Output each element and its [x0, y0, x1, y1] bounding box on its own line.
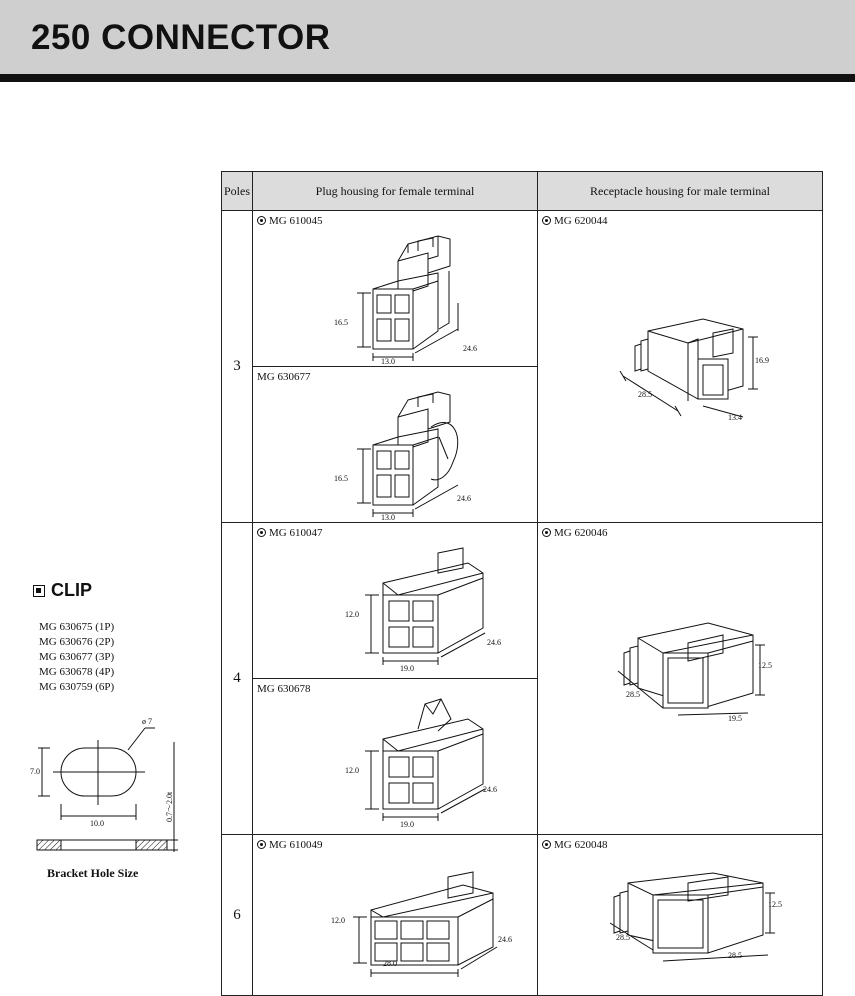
- header-band: [0, 0, 855, 74]
- dim-height: 12.0: [345, 610, 359, 619]
- dim-depth: 24.6: [457, 494, 471, 503]
- plug-cell: [253, 211, 538, 367]
- part-number: MG 610049: [269, 839, 323, 851]
- clip-title: CLIP: [51, 580, 93, 600]
- dim-depth: 24.6: [463, 344, 477, 353]
- receptacle-drawing: [538, 211, 823, 522]
- dim-width: 28.0: [383, 959, 397, 968]
- dim-height: 16.9: [755, 356, 769, 365]
- dim-width: 13.0: [381, 357, 395, 366]
- dim-width: 19.0: [400, 664, 414, 673]
- plug-cell: [253, 835, 538, 996]
- list-item: MG 630759 (6P): [39, 681, 115, 693]
- list-item: MG 630678 (4P): [39, 666, 115, 678]
- receptacle-drawing: [538, 835, 823, 995]
- table-header-row: [222, 172, 823, 211]
- dim-depth: 28.5: [626, 690, 640, 699]
- dim-depth: 24.6: [487, 638, 501, 647]
- dim-width: 28.5: [728, 951, 742, 960]
- plug-drawing: [253, 679, 538, 834]
- plug-cell: [253, 367, 538, 523]
- square-bullet-icon: [33, 585, 45, 597]
- dim-width: 10.0: [90, 819, 104, 828]
- dim-width: 19.5: [728, 714, 742, 723]
- dim-height: 16.5: [334, 474, 348, 483]
- receptacle-cell: [538, 835, 823, 996]
- dim-width: 13.4: [728, 413, 742, 422]
- part-number: MG 620046: [554, 527, 608, 539]
- poles-cell: 3: [222, 211, 253, 523]
- part-number: MG 620048: [554, 839, 608, 851]
- header-rule: [0, 74, 855, 82]
- connector-table: [221, 171, 823, 996]
- dim-width: 13.0: [381, 513, 395, 522]
- bracket-hole-drawing: [20, 710, 195, 860]
- table-row: [222, 211, 823, 367]
- dim-height: 12.0: [331, 916, 345, 925]
- poles-cell: 4: [222, 523, 253, 835]
- plug-drawing: [253, 211, 538, 366]
- header-receptacle: Receptacle housing for male terminal: [538, 172, 823, 211]
- poles-cell: 6: [222, 835, 253, 996]
- bracket-caption: Bracket Hole Size: [47, 866, 139, 880]
- part-number: MG 610045: [269, 215, 323, 227]
- dim-height: 7.0: [30, 767, 40, 776]
- dim-depth: 24.6: [483, 785, 497, 794]
- receptacle-cell: [538, 211, 823, 523]
- list-item: MG 630676 (2P): [39, 636, 115, 648]
- plug-drawing: [253, 523, 538, 678]
- dim-depth: 28.5: [616, 933, 630, 942]
- part-number: MG 630677: [257, 371, 311, 383]
- dim-depth: 28.5: [638, 390, 652, 399]
- dim-width: 19.0: [400, 820, 414, 829]
- receptacle-cell: [538, 523, 823, 835]
- list-item: MG 630675 (1P): [39, 621, 115, 633]
- dim-height: 12.5: [758, 661, 772, 670]
- receptacle-drawing: [538, 523, 823, 834]
- dim-diameter: ø 7: [142, 717, 152, 726]
- page-title: 250 CONNECTOR: [31, 18, 331, 57]
- dim-height: 12.0: [345, 766, 359, 775]
- clip-list: [39, 620, 114, 695]
- dim-thickness: 0.7～2.0t: [165, 791, 174, 822]
- clip-heading: [33, 580, 92, 601]
- dim-depth: 24.6: [498, 935, 512, 944]
- plug-cell: [253, 679, 538, 835]
- part-number: MG 630678: [257, 683, 311, 695]
- header-plug: Plug housing for female terminal: [253, 172, 538, 211]
- header-poles: Poles: [222, 172, 253, 211]
- dim-height: 16.5: [334, 318, 348, 327]
- table-row: [222, 835, 823, 996]
- part-number: MG 610047: [269, 527, 323, 539]
- dim-height: 12.5: [768, 900, 782, 909]
- part-number: MG 620044: [554, 215, 608, 227]
- table-row: [222, 523, 823, 679]
- plug-drawing: [253, 835, 538, 995]
- list-item: MG 630677 (3P): [39, 651, 115, 663]
- plug-drawing: [253, 367, 538, 522]
- plug-cell: [253, 523, 538, 679]
